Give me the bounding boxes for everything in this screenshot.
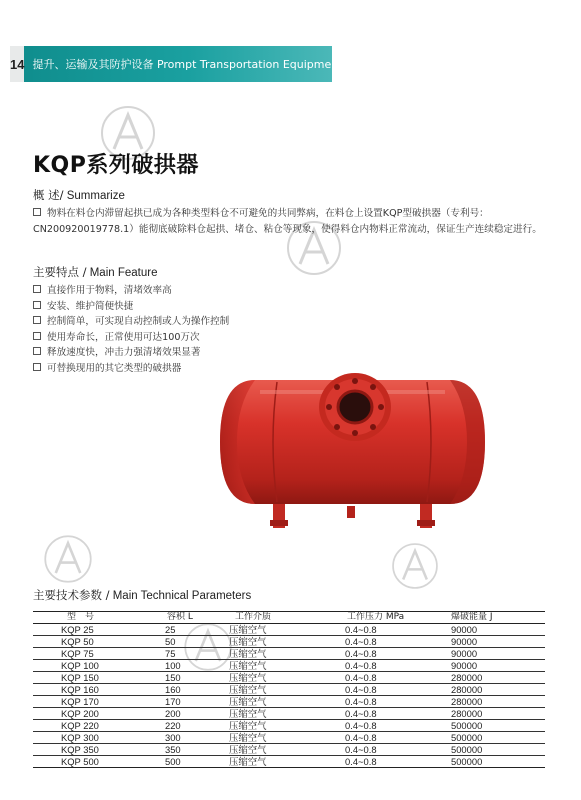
cell-energy: 280000 (421, 672, 545, 684)
table-row (33, 624, 545, 636)
cell-medium: 压缩空气 (215, 732, 301, 744)
cell-model: KQP 500 (33, 756, 133, 768)
cell-model: KQP 160 (33, 684, 133, 696)
cell-medium: 压缩空气 (215, 744, 301, 756)
cell-volume: 100 (133, 660, 215, 672)
watermark-logo-icon (40, 532, 96, 586)
params-heading-en: Main Technical Parameters (109, 590, 252, 602)
table-row (33, 732, 545, 744)
summary-heading-en: Summarize (63, 190, 125, 202)
list-item: 直接作用于物料，清堵效率高 (33, 283, 229, 299)
cell-volume: 75 (133, 648, 215, 660)
header-title: 提升、运输及其防护设备 Prompt Transportation Equipment (32, 58, 343, 71)
list-item: 释放速度快，冲击力强清堵效果显著 (33, 345, 229, 361)
cell-medium: 压缩空气 (215, 636, 301, 648)
cell-pressure: 0.4~0.8 (301, 732, 421, 744)
params-heading (33, 587, 251, 603)
cell-pressure: 0.4~0.8 (301, 648, 421, 660)
table-header-row (33, 612, 545, 624)
page-header (10, 46, 343, 82)
cell-energy: 90000 (421, 636, 545, 648)
cell-volume: 25 (133, 624, 215, 636)
cell-medium: 压缩空气 (215, 672, 301, 684)
cell-energy: 280000 (421, 684, 545, 696)
cell-model: KQP 25 (33, 624, 133, 636)
column-header-pressure: 工作压力 MPa (301, 612, 421, 624)
cell-volume: 50 (133, 636, 215, 648)
list-item: 安装、维护简便快捷 (33, 299, 229, 315)
cell-model: KQP 200 (33, 708, 133, 720)
cell-pressure: 0.4~0.8 (301, 624, 421, 636)
cell-medium: 压缩空气 (215, 660, 301, 672)
table-row (33, 708, 545, 720)
page-title: KQP系列破拱器 (33, 153, 199, 178)
cell-medium: 压缩空气 (215, 756, 301, 768)
table-row (33, 756, 545, 768)
cell-volume: 500 (133, 756, 215, 768)
cell-medium: 压缩空气 (215, 624, 301, 636)
cell-energy: 500000 (421, 732, 545, 744)
cell-medium: 压缩空气 (215, 720, 301, 732)
column-header-medium: 工作介质 (215, 612, 301, 624)
cell-pressure: 0.4~0.8 (301, 696, 421, 708)
cell-model: KQP 75 (33, 648, 133, 660)
cell-pressure: 0.4~0.8 (301, 684, 421, 696)
cell-model: KQP 50 (33, 636, 133, 648)
table-row (33, 684, 545, 696)
table-row (33, 648, 545, 660)
cell-model: KQP 220 (33, 720, 133, 732)
summary-text: 物料在料仓内滞留起拱已成为各种类型料仓不可避免的共同弊病，在料仓上设置KQP型破拱器（专利号：CN200920019778.1）能彻底破除料仓起拱、堵仓、粘仓等现象，使得料仓内物料正常流动，保证生产连续稳定进行。 (33, 206, 553, 237)
cell-volume: 300 (133, 732, 215, 744)
cell-volume: 200 (133, 708, 215, 720)
product-image (215, 370, 490, 539)
column-header-volume: 容积 L (133, 612, 215, 624)
cell-medium: 压缩空气 (215, 648, 301, 660)
cell-energy: 500000 (421, 756, 545, 768)
list-item: 控制简单，可实现自动控制或人为操作控制 (33, 314, 229, 330)
cell-pressure: 0.4~0.8 (301, 672, 421, 684)
cell-volume: 220 (133, 720, 215, 732)
list-item: 可替换现用的其它类型的破拱器 (33, 361, 229, 377)
cell-model: KQP 150 (33, 672, 133, 684)
cell-medium: 压缩空气 (215, 684, 301, 696)
cell-model: KQP 350 (33, 744, 133, 756)
cell-volume: 350 (133, 744, 215, 756)
table-row (33, 720, 545, 732)
cell-energy: 280000 (421, 708, 545, 720)
cell-volume: 170 (133, 696, 215, 708)
table-row (33, 696, 545, 708)
cell-pressure: 0.4~0.8 (301, 708, 421, 720)
table-row (33, 636, 545, 648)
column-header-energy: 爆破能量 J (421, 612, 545, 624)
cell-model: KQP 170 (33, 696, 133, 708)
params-table (33, 611, 545, 768)
summary-heading-cn: 概 述/ (33, 188, 64, 202)
params-heading-cn: 主要技术参数 / (33, 588, 110, 602)
cell-pressure: 0.4~0.8 (301, 756, 421, 768)
feature-list (33, 283, 229, 376)
summary-heading (33, 187, 125, 203)
cell-volume: 160 (133, 684, 215, 696)
cell-energy: 90000 (421, 624, 545, 636)
cell-pressure: 0.4~0.8 (301, 744, 421, 756)
cell-pressure: 0.4~0.8 (301, 636, 421, 648)
cell-medium: 压缩空气 (215, 696, 301, 708)
features-heading (33, 264, 157, 280)
table-row (33, 744, 545, 756)
cell-volume: 150 (133, 672, 215, 684)
page-number: 14 (10, 46, 24, 82)
table-row (33, 672, 545, 684)
list-item: 使用寿命长，正常使用可达100万次 (33, 330, 229, 346)
cell-energy: 500000 (421, 744, 545, 756)
cell-model: KQP 300 (33, 732, 133, 744)
watermark-logo-icon (388, 540, 442, 592)
cell-energy: 90000 (421, 660, 545, 672)
cell-energy: 280000 (421, 696, 545, 708)
features-heading-en: Main Feature (86, 267, 158, 279)
cell-model: KQP 100 (33, 660, 133, 672)
features-heading-cn: 主要特点 / (33, 265, 87, 279)
cell-medium: 压缩空气 (215, 708, 301, 720)
cell-pressure: 0.4~0.8 (301, 720, 421, 732)
column-header-model: 型 号 (33, 612, 133, 624)
cell-pressure: 0.4~0.8 (301, 660, 421, 672)
cell-energy: 500000 (421, 720, 545, 732)
table-row (33, 660, 545, 672)
cell-energy: 90000 (421, 648, 545, 660)
